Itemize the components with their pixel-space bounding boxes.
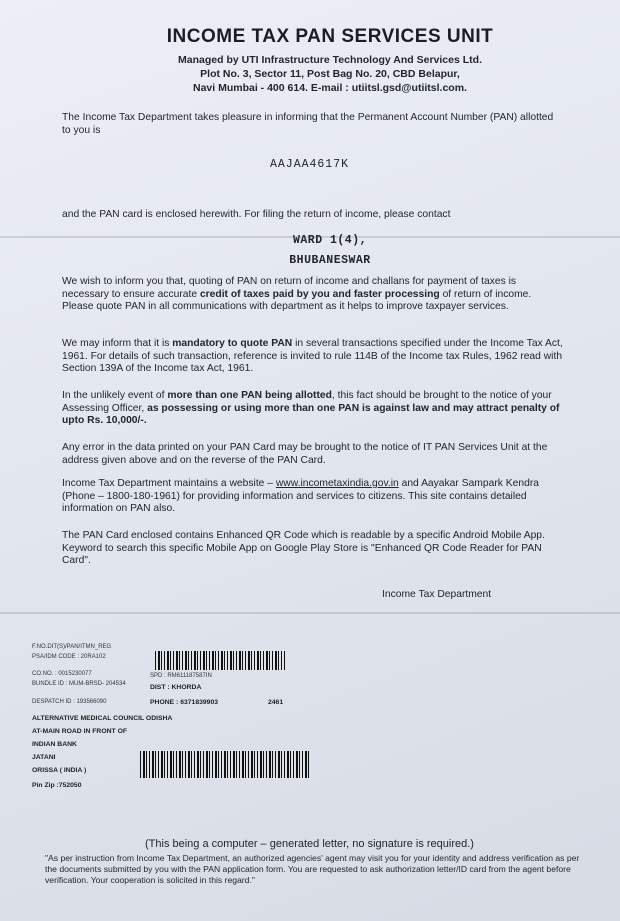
org-line-2: Plot No. 3, Sector 11, Post Bag No. 20, CBD Belapur,: [200, 68, 460, 80]
address-line-1: ALTERNATIVE MEDICAL COUNCIL ODISHA: [32, 715, 173, 722]
computer-generated-note: (This being a computer – generated letter, no signature is required.): [145, 838, 474, 850]
ref-despatch-id: DESPATCH ID : 193566090: [32, 699, 107, 705]
p3-bold-end: as possessing or using more than one PAN is against law and may attract penalty of upto Rs. 10,000/-.: [62, 402, 560, 427]
p5-text-end: and Aayakar Sampark Kendra (Phone – 1800-180-1961) for providing information and services to citizens. This site contains detailed information on PAN also.: [62, 478, 539, 515]
dispatch-code: 2461: [268, 699, 284, 706]
paragraph-website: [62, 478, 564, 516]
p3-bold: more than one PAN being allotted: [167, 390, 332, 401]
paragraph-mandatory: [62, 338, 564, 376]
district: DIST : KHORDA: [150, 684, 202, 691]
paragraph-qr: The PAN Card enclosed contains Enhanced QR Code which is readable by a specific Android Mobile App. Keyword to search this specific Mobile App on Google Play Store is "Enhanced QR Code Reader for PAN Card".: [62, 530, 545, 567]
address-barcode: [140, 751, 310, 778]
phone: PHONE : 6371839903: [150, 699, 219, 706]
ward-line-1: WARD 1(4),: [292, 234, 367, 247]
p3-text: In the unlikely event of: [62, 390, 168, 401]
ref-file-no: F.NO.DIT(S)/PAN/ITMN_REG: [32, 644, 112, 650]
org-line-3: Navi Mumbai - 400 614. E-mail : utiitsl.gsd@utiitsl.com.: [193, 82, 467, 94]
ref-co-no: CO.NO. : 0015230077: [32, 671, 92, 677]
p1-text-end: of return of income. Please quote PAN in all communications with department as it helps to improve taxpayer services.: [62, 288, 532, 313]
p3-text-mid: , this fact should be brought to the notice of your Assessing Officer,: [62, 390, 552, 414]
ref-psa-code: PSA/IDM CODE : 20RA102: [32, 654, 106, 660]
p1-text: We wish to inform you that, quoting of PAN on return of income and challans for payment of taxes is necessary to ensure accurate: [62, 276, 517, 300]
address-line-5: ORISSA ( INDIA ): [32, 767, 87, 774]
p2-bold: mandatory to quote PAN: [172, 338, 293, 349]
address-line-2: AT-MAIN ROAD IN FRONT OF: [32, 728, 128, 735]
paragraph-penalty: [62, 390, 564, 428]
spd-number: SPD : RM611187587IN: [150, 673, 212, 679]
address-line-3: INDIAN BANK: [32, 741, 77, 748]
verification-disclaimer: "As per instruction from Income Tax Department, an authorized agencies' agent may visit you for your identity and address verification as per the documents submitted by you with the PAN application form. You are requested to ask authorization letter/ID card from the agent before verification. Your cooperation is solicited in this regard.": [45, 853, 580, 885]
p2-text: We may inform that it is: [62, 338, 173, 349]
org-line-1: Managed by UTI Infrastructure Technology And Services Ltd.: [178, 54, 482, 66]
paragraph-errors: Any error in the data printed on your PAN Card may be brought to the notice of IT PAN Services Unit at the address given above and on the reverse of the PAN Card.: [62, 442, 548, 466]
p5-text: Income Tax Department maintains a website –: [62, 478, 276, 489]
ref-bundle-id: BUNDLE ID : MUM-BRSD- 204534: [32, 681, 126, 687]
p2-text-end: in several transactions specified under the Income Tax Act, 1961. For details of such transaction, reference is invited to rule 114B of the Income tax Rules, 1962 read with Section 139A of the Income tax Act, 1961.: [62, 338, 563, 375]
intro-text: The Income Tax Department takes pleasure in informing that the Permanent Account Number (PAN) allotted to you is: [62, 112, 554, 136]
website-link[interactable]: www.incometaxindia.gov.in: [275, 478, 399, 489]
address-pin: Pin Zip :752050: [32, 782, 82, 789]
ward-line-2: BHUBANESWAR: [289, 254, 371, 267]
address-line-4: JATANI: [32, 754, 56, 761]
paper-fold: [0, 612, 620, 614]
letter-title: INCOME TAX PAN SERVICES UNIT: [166, 26, 494, 47]
paragraph-taxes: [62, 276, 564, 314]
signature-line: Income Tax Department: [382, 589, 492, 600]
pan-number: AAJAA4617K: [270, 158, 350, 171]
enclosed-text: and the PAN card is enclosed herewith. For filing the return of income, please contact: [62, 209, 451, 220]
p1-bold: credit of taxes paid by you and faster processing: [199, 288, 440, 300]
tracking-barcode: [155, 651, 285, 670]
